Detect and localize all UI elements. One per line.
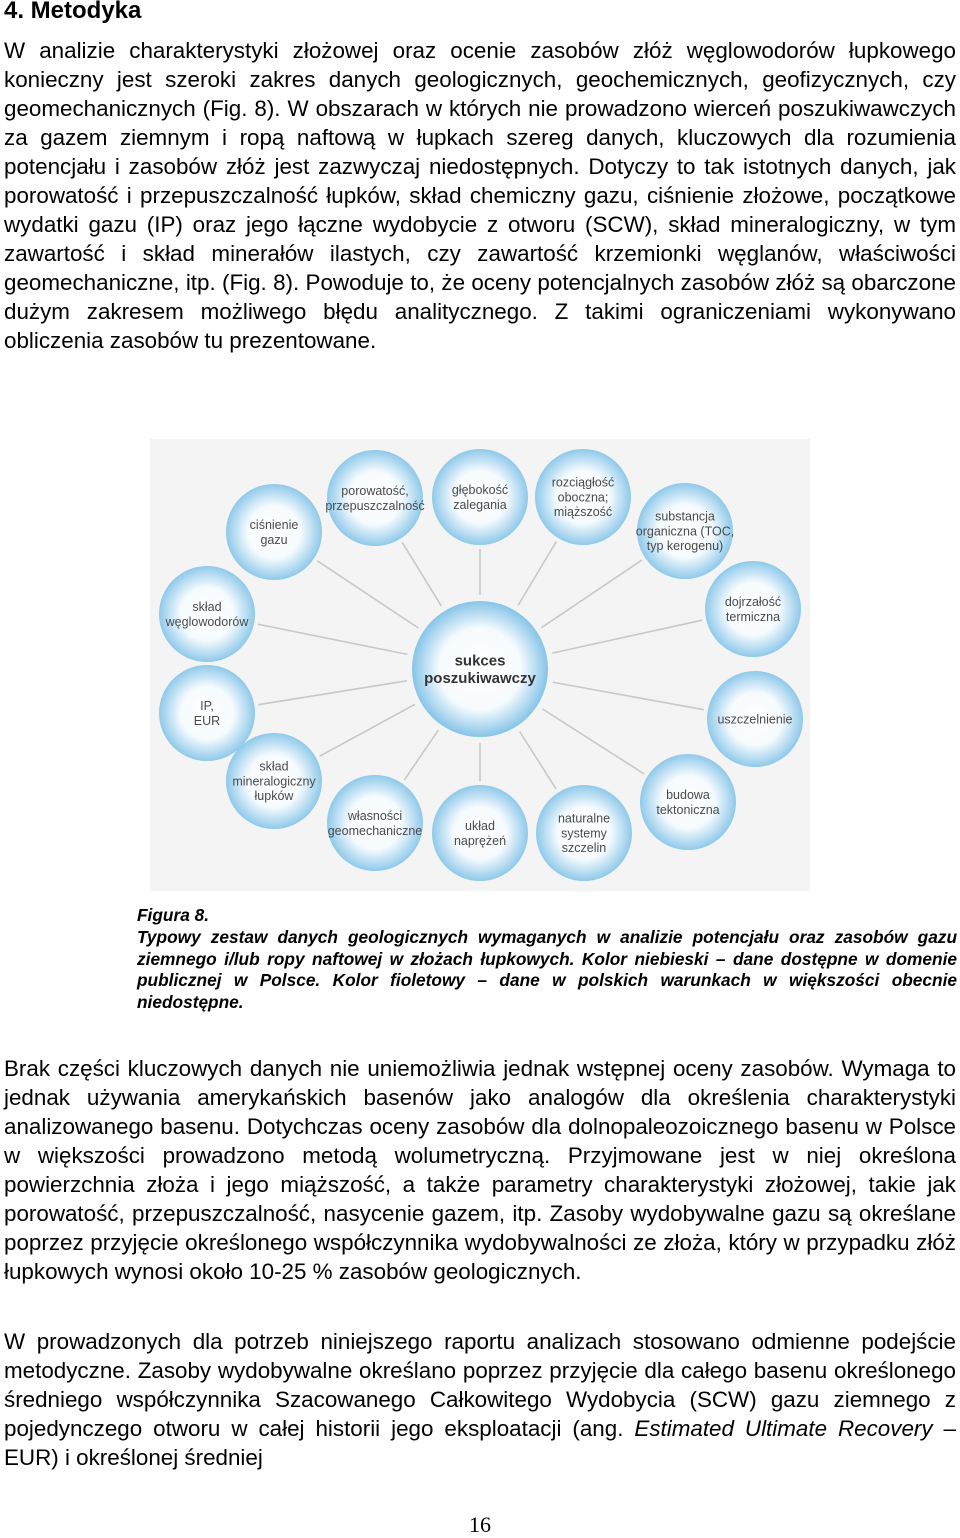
node-glebokosc-zalegania [432,449,528,545]
page-number: 16 [469,1512,491,1537]
figure-caption [137,905,957,1014]
figure-8-diagram [150,439,810,891]
node-budowa-tektoniczna [640,754,736,850]
node-label-line: mineralogiczny [232,774,316,789]
node-label-line: naprężeń [453,833,507,848]
node-label-line: układ [465,819,495,833]
node-label-line: IP, [200,699,214,713]
node-label-line: naturalne [557,811,611,826]
node-substancja-organiczna-toc-typ-kerogenu [636,483,734,579]
connector-line [542,709,644,774]
node-sklad-weglowodorow [159,566,255,662]
node-label-line: budowa [666,788,710,802]
node-label-line: uszczelnienie [717,712,793,727]
node-label-line: organiczna (TOC, [635,524,735,539]
connector-line [553,682,704,709]
node-label-line: miąższość [553,505,613,520]
node-rozciaglosc-oboczna-miazszosc [535,449,631,545]
node-naturalne-systemy-szczelin [536,785,632,881]
node-label-line: typ kerogenu) [646,539,724,554]
connector-line [402,542,441,606]
node-label-line: ciśnienie [249,518,299,532]
node-label-line: porowatość, [341,484,409,498]
caption-title: Figura 8. [137,905,210,925]
node-label-line: szczelin [561,841,607,856]
center-node [412,601,548,737]
paragraph-volumetric-method: Brak części kluczowych danych nie uniemożliwia jednak wstępnej oceny zasobów. Wymaga to jednak używania amerykańskich basenów jako analogów dla określenia charakterystyki analizowanego basenu. Dotychczas oceny zasobów dla dolnopaleozoicznego basenu w Polsce w większości prowadzono metodą wolumetryczną. Przyjmowane jest w niej określona powierzchnia złoża i jego miąższość, a także parametry charakterystyki złożowej, takie jak porowatość, przepuszczalność, nasycenie gazem, itp. Zasoby wydobywalne gazu są określane poprzez przyjęcie określonego współczynnika wydobywalności ze złoża, który w przypadku złóż łupkowych wynosi około 10-25 % zasobów geologicznych. [4,1056,956,1284]
node-label-line: skład [259,759,289,774]
node-porowatosc-przepuszczalnosc [325,450,424,546]
paragraph-scw-method [4,1327,956,1472]
connector-line [320,704,415,756]
node-label-line: przepuszczalność [325,498,425,513]
node-label-line: skład [192,600,222,614]
p3-text-end: – EUR) i określonej średniej [4,1416,956,1470]
node-uklad-naprezen [432,785,528,881]
node-label-line: oboczna; [557,490,609,505]
center-label-line: sukces [454,652,506,670]
connector-line [520,731,557,789]
connector-line [317,561,418,628]
connector-line [404,730,438,780]
node-label-line: tektoniczna [656,802,720,817]
paragraph-methodology-intro: W analizie charakterystyki złożowej oraz ocenie zasobów złóż węglowodorów łupkowego konieczny jest szeroki zakres danych geologicznych, geochemicznych, geofizycznych, czy geomechanicznych (Fig. 8). W obszarach w których nie prowadzono wierceń poszukiwawczych za gazem ziemnym i ropą naftową w łupkach szereg danych, kluczowych dla rozumienia potencjału i zasobów złóż jest zazwyczaj niedostępnych. Dotyczy to tak istotnych danych, jak porowatość i przepuszczalność łupków, skład chemiczny gazu, ciśnienie złożowe, początkowe wydatki gazu (IP) oraz jego łączne wydobycie z otworu (SCW), skład mineralogiczny, w tym zawartość i skład minerałów ilastych, czy zawartość krzemionki węglanów, właściwości geomechaniczne, itp. (Fig. 8). Powoduje to, że oceny potencjalnych zasobów złóż są obarczone dużym zakresem możliwego błędu analitycznego. Z takimi ograniczeniami wykonywano obliczenia zasobów tu prezentowane. [4,38,956,353]
node-label-line: dojrzałość [724,595,782,609]
node-uszczelnienie [707,671,803,767]
p3-term-italic: Estimated Ultimate Recovery [634,1416,933,1441]
node-label-line: własności [347,809,403,823]
node-label-line: geomechaniczne [327,823,423,838]
connector-line [518,542,556,606]
node-label-line: systemy [561,826,607,841]
connector-line [552,620,702,653]
node-label-line: łupków [254,789,294,804]
connector-line [258,624,407,654]
node-label-line: substancja [655,509,715,524]
node-cisnienie-gazu [226,484,322,580]
node-dojrzalosc-termiczna [705,561,801,657]
node-ip-eur [159,665,255,761]
node-label-line: rozciągłość [551,475,615,490]
caption-text: Typowy zestaw danych geologicznych wymaganych w analizie potencjału oraz zasobów gazu ziemnego i/lub ropy naftowej w złożach łupkowych. Kolor niebieski – dane dostępne w domenie publicznej w Polsce. Kolor fioletowy – dane w polskich warunkach w większości obecnie niedostępne. [137,926,957,1013]
section-heading: 4. Metodyka [4,0,142,24]
node-label-line: węglowodorów [165,614,249,629]
node-label-line: głębokość [451,483,509,497]
node-label-line: termiczna [725,609,781,624]
connector-line [258,681,407,705]
node-label-line: EUR [193,713,221,728]
center-label-line: poszukiwawczy [424,670,536,688]
node-wlasnosci-geomechaniczne [327,775,423,871]
data-requirements-diagram [150,439,810,891]
connector-line [541,560,641,628]
node-label-line: gazu [260,532,288,547]
p3-text-start: W prowadzonych dla potrzeb niniejszego raportu analizach stosowano odmienne podejście metodyczne. Zasoby wydobywalne określano poprzez przyjęcie dla całego basenu określonego średniego współczynnika Szacowanego Całkowitego Wydobycia (SCW) gazu ziemnego z pojedynczego otworu w całej historii jego eksploatacji (ang. [4,1329,956,1441]
node-label-line: zalegania [453,497,507,512]
